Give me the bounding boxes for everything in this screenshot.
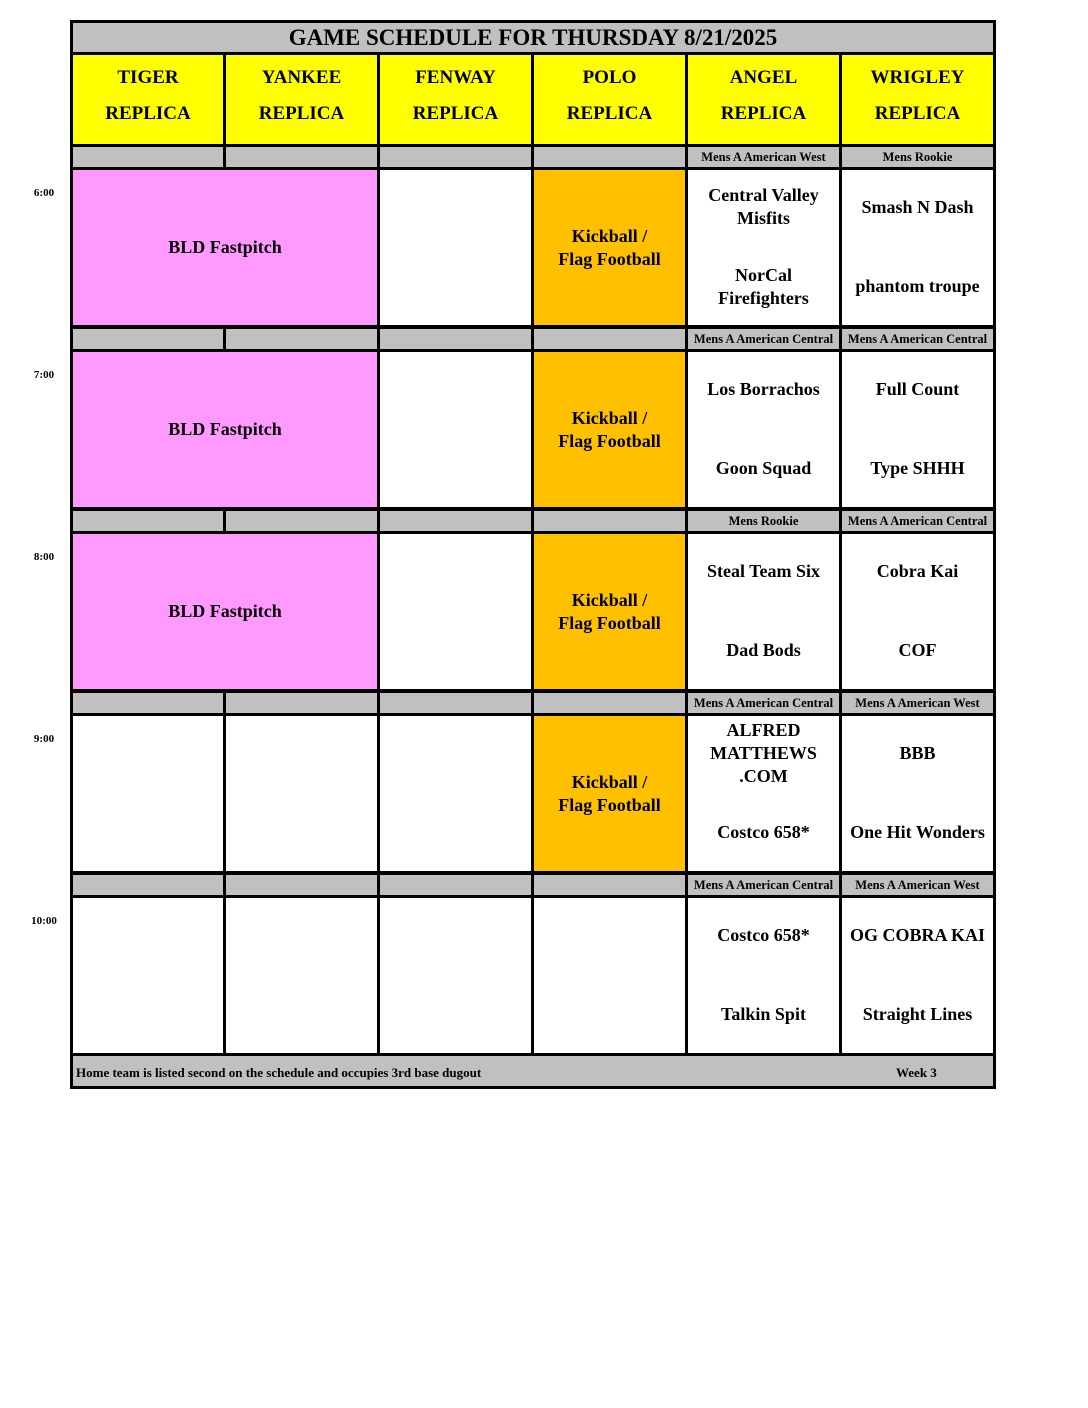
matchup-angel xyxy=(685,531,842,692)
week-label: Week 3 xyxy=(896,1065,937,1080)
home-team: Straight Lines xyxy=(862,1004,973,1024)
empty-cell xyxy=(377,167,534,328)
home-team: Type SHHH xyxy=(870,458,965,478)
away-team: Cobra Kai xyxy=(876,561,959,581)
empty-cell xyxy=(377,713,534,874)
empty-cell xyxy=(70,713,226,874)
division-label: Mens A American West xyxy=(685,144,842,170)
field-subtitle: REPLICA xyxy=(720,103,807,124)
matchup-angel xyxy=(685,713,842,874)
empty-cell xyxy=(223,895,380,1056)
footer-bar xyxy=(70,1053,996,1089)
matchup-angel xyxy=(685,167,842,328)
time-label: 6:00 xyxy=(33,187,55,199)
division-label: Mens A American West xyxy=(839,872,996,898)
away-team: Central Valley Misfits xyxy=(708,185,819,228)
field-name: TIGER xyxy=(117,67,179,88)
empty-cell xyxy=(70,895,226,1056)
home-team: One Hit Wonders xyxy=(850,822,985,842)
away-team: Los Borrachos xyxy=(707,379,820,399)
field-name: FENWAY xyxy=(415,67,496,88)
matchup-wrigley xyxy=(839,349,996,510)
schedule-title: GAME SCHEDULE FOR THURSDAY 8/21/2025 xyxy=(70,20,996,55)
kickball-flag-football-block: Kickball / Flag Football xyxy=(531,531,688,692)
field-subtitle: REPLICA xyxy=(874,103,961,124)
time-label: 9:00 xyxy=(33,733,55,745)
away-team: OG COBRA KAI xyxy=(849,925,986,945)
kickball-flag-football-block: Kickball / Flag Football xyxy=(531,713,688,874)
footer-note: Home team is listed second on the schedule and occupies 3rd base dugout xyxy=(76,1065,482,1080)
field-name: WRIGLEY xyxy=(870,67,965,88)
field-subtitle: REPLICA xyxy=(566,103,653,124)
field-name: ANGEL xyxy=(729,67,798,88)
away-team: BBB xyxy=(899,743,936,763)
field-header-tiger xyxy=(70,52,226,147)
field-header-wrigley xyxy=(839,52,996,147)
time-label: 8:00 xyxy=(33,551,55,563)
field-subtitle: REPLICA xyxy=(105,103,191,124)
home-team: Goon Squad xyxy=(715,458,812,478)
matchup-wrigley xyxy=(839,531,996,692)
away-team: Smash N Dash xyxy=(861,197,974,217)
field-header-yankee xyxy=(223,52,380,147)
away-team: Costco 658* xyxy=(717,925,810,945)
empty-cell xyxy=(223,713,380,874)
matchup-wrigley xyxy=(839,167,996,328)
empty-cell xyxy=(377,895,534,1056)
division-label: Mens A American West xyxy=(839,690,996,716)
away-team: ALFRED MATTHEWS .COM xyxy=(710,720,817,786)
field-name: YANKEE xyxy=(261,67,342,88)
division-label: Mens A American Central xyxy=(685,690,842,716)
matchup-angel xyxy=(685,349,842,510)
home-team: Costco 658* xyxy=(717,822,810,842)
bld-fastpitch-block: BLD Fastpitch xyxy=(70,167,380,328)
empty-cell xyxy=(531,895,688,1056)
bld-fastpitch-block: BLD Fastpitch xyxy=(70,349,380,510)
division-label: Mens A American Central xyxy=(839,508,996,534)
division-label: Mens A American Central xyxy=(685,872,842,898)
division-label: Mens A American Central xyxy=(839,326,996,352)
matchup-wrigley xyxy=(839,895,996,1056)
kickball-flag-football-block: Kickball / Flag Football xyxy=(531,349,688,510)
kickball-flag-football-block: Kickball / Flag Football xyxy=(531,167,688,328)
home-team: Talkin Spit xyxy=(721,1004,806,1024)
away-team: Steal Team Six xyxy=(706,561,821,581)
home-team: NorCal Firefighters xyxy=(718,265,809,308)
away-team: Full Count xyxy=(875,379,960,399)
time-label: 10:00 xyxy=(31,915,57,927)
division-label: Mens Rookie xyxy=(685,508,842,534)
field-header-angel xyxy=(685,52,842,147)
field-subtitle: REPLICA xyxy=(258,103,345,124)
empty-cell xyxy=(377,349,534,510)
division-label: Mens Rookie xyxy=(839,144,996,170)
field-header-fenway xyxy=(377,52,534,147)
field-name: POLO xyxy=(582,67,637,88)
empty-cell xyxy=(377,531,534,692)
field-subtitle: REPLICA xyxy=(412,103,499,124)
schedule-table xyxy=(70,20,996,1089)
time-label: 7:00 xyxy=(33,369,55,381)
bld-fastpitch-block: BLD Fastpitch xyxy=(70,531,380,692)
division-label: Mens A American Central xyxy=(685,326,842,352)
home-team: Dad Bods xyxy=(726,640,801,660)
matchup-wrigley xyxy=(839,713,996,874)
matchup-angel xyxy=(685,895,842,1056)
home-team: phantom troupe xyxy=(855,276,980,296)
field-header-polo xyxy=(531,52,688,147)
home-team: COF xyxy=(898,640,937,660)
